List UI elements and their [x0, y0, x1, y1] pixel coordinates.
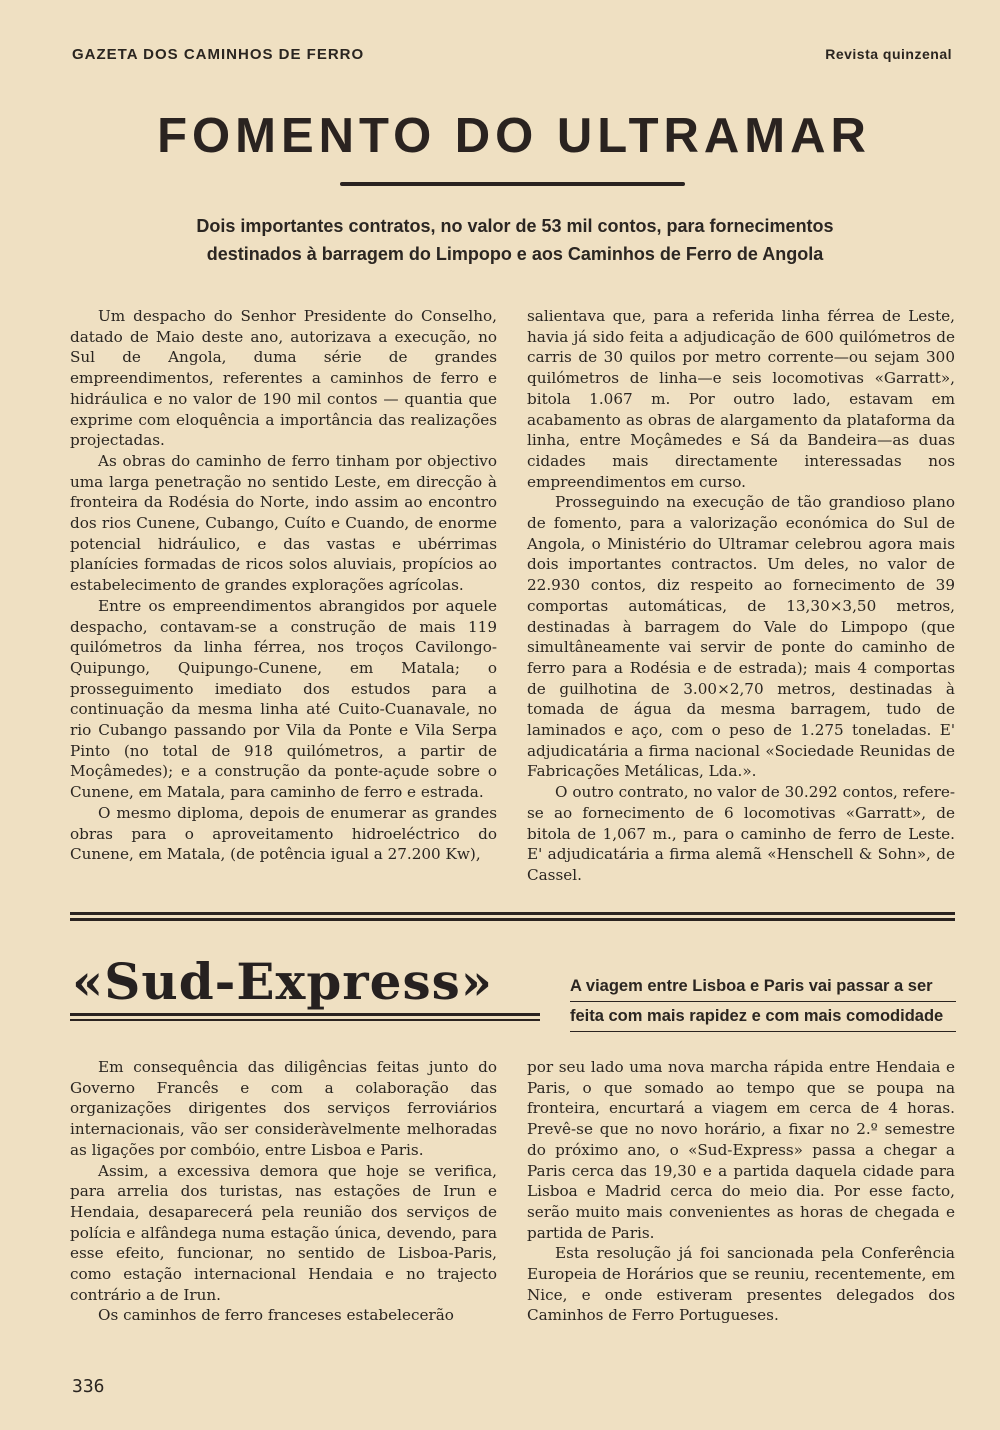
article2-paragraph: Esta resolução já foi sancionada pela Conferência Europeia de Horários que se reuniu, recentemente, em Nice, e onde estiveram presentes delegados dos Caminhos de Ferro Portugueses. [527, 1244, 955, 1325]
subtitle-line-2: destinados à barragem do Limpopo e aos Caminhos de Ferro de Angola [206, 244, 824, 264]
article1-paragraph: As obras do caminho de ferro tinham por objectivo uma larga penetração no sentido Leste, em direcção à fronteira da Rodésia do Norte, indo assim ao encontro dos rios Cunene, Cubango, Cuíto e Cuando, de enorme potencial hidráulico, e das vastas e ubérrimas planícies formadas de ricos solos aluviais, propícios ao estabelecimento de grandes explorações agrícolas. [70, 451, 497, 595]
article2-column-right [527, 1057, 955, 1326]
article1-paragraph: salientava que, para a referida linha férrea de Leste, havia já sido feita a adjudicação de 600 quilómetros de carris de 30 quilos por metro corrente—ou sejam 300 quilómetros de linha—e seis locomotivas «Garratt», bitola 1.067 m. Por outro lado, estavam em acabamento as obras de alargamento da plataforma da linha, entre Moçâmedes e Sá da Bandeira—as duas cidades mais directamente interessadas nos empreendimentos em curso. [527, 307, 955, 491]
article1-paragraph: Entre os empreendimentos abrangidos por aquele despacho, contavam-se a construção de mais 119 quilómetros da linha férrea, nos troços Cavilongo-Quipungo, Quipungo-Cunene, em Matala; o prosseguimento imediato dos estudos para a continuação da mesma linha até Cuito-Cuanavale, no rio Cubango passando por Vila da Ponte e Vila Serpa Pinto (no total de 918 quilómetros, a partir de Moçâmedes); e a construção da ponte-açude sobre o Cunene, em Matala, para caminho de ferro e estrada. [70, 596, 497, 802]
article1-paragraph: Prosseguindo na execução de tão grandioso plano de fomento, para a valorização económica do Sul de Angola, o Ministério do Ultramar celebrou agora mais dois importantes contractos. Um deles, no valor de 22.930 contos, diz respeito ao fornecimento de 39 comportas automáticas, de 13,30×3,50 metros, destinadas à barragem do Vale do Limpopo (que simultâneamente vai servir de ponte do caminho de ferro para a Rodésia e de estrada); mais 4 comportas de guilhotina de 3.00×2,70 metros, destinadas à tomada de água da mesma barragem, tudo de laminados e aço, com o peso de 1.275 toneladas. E' adjudicatária a firma nacional «Sociedade Reunidas de Fabricações Metálicas, Lda.». [527, 493, 955, 781]
title-underline-rule [340, 182, 685, 186]
page-number: 336 [72, 1376, 105, 1397]
publication-frequency: Revista quinzenal [825, 46, 952, 62]
publication-name: GAZETA DOS CAMINHOS DE FERRO [72, 46, 365, 63]
article1-column-left [70, 306, 497, 865]
article-title-sud-express: «Sud-Express» [72, 952, 494, 1011]
article2-paragraph: Em consequência das diligências feitas junto do Governo Francês e com a colaboração das organizações dirigentes dos serviços ferroviários internacionais, vão ser consideràvelmente melhoradas as ligações por combóio, entre Lisboa e Paris. [70, 1058, 497, 1159]
article-subtitle-fomento [100, 212, 930, 268]
article1-paragraph: O mesmo diploma, depois de enumerar as grandes obras para o aproveitamento hidroeléctrico do Cunene, em Matala, (de potência igual a 27.200 Kw), [70, 803, 497, 864]
article1-column-right [527, 306, 955, 886]
article2-column-left [70, 1057, 497, 1326]
sud-title-rule [70, 1013, 540, 1021]
article2-paragraph: por seu lado uma nova marcha rápida entre Hendaia e Paris, o que somado ao tempo que se poupa na fronteira, encurtará a viagem em cerca de 4 horas. Prevê-se que no novo horário, a fixar no 2.º semestre do próximo ano, o «Sud-Express» passa a chegar a Paris cerca das 19,30 e a partida daquela cidade para Lisboa e Madrid cerca do meio dia. Por esse facto, serão muito mais convenientes as horas de chegada e partida de Paris. [527, 1058, 955, 1242]
article2-paragraph: Assim, a excessiva demora que hoje se verifica, para arrelia dos turistas, nas estações de Irun e Hendaia, desaparecerá pela reunião dos serviços de polícia e alfândega numa estação única, devendo, para esse efeito, funcionar, no sentido de Lisboa-Paris, como estação internacional Hendaia e no trajecto contrário a de Irun. [70, 1161, 497, 1304]
sud-subtitle-line-1: A viagem entre Lisboa e Paris vai passar a ser [570, 972, 956, 1002]
article-subtitle-sud-express [570, 972, 956, 1032]
section-divider-rule [70, 912, 955, 921]
article1-paragraph: Um despacho do Senhor Presidente do Conselho, datado de Maio deste ano, autorizava a execução, no Sul de Angola, duma série de grandes empreendimentos, referentes a caminhos de ferro e hidráulica e no valor de 190 mil contos — quantia que exprime com eloquência a importância das realizações projectadas. [70, 307, 497, 450]
article-title-fomento: FOMENTO DO ULTRAMAR [157, 109, 871, 163]
running-header [72, 46, 952, 68]
article2-paragraph: Os caminhos de ferro franceses estabelecerão [98, 1306, 454, 1325]
article1-paragraph: O outro contrato, no valor de 30.292 contos, refere-se ao fornecimento de 6 locomotivas «Garratt», de bitola de 1,067 m., para o caminho de ferro de Leste. E' adjudicatária a firma alemã «Henschell & Sohn», de Cassel. [527, 783, 955, 884]
subtitle-line-1: Dois importantes contratos, no valor de 53 mil contos, para fornecimentos [196, 216, 834, 236]
sud-subtitle-line-2: feita com mais rapidez e com mais comodidade [570, 1002, 956, 1032]
